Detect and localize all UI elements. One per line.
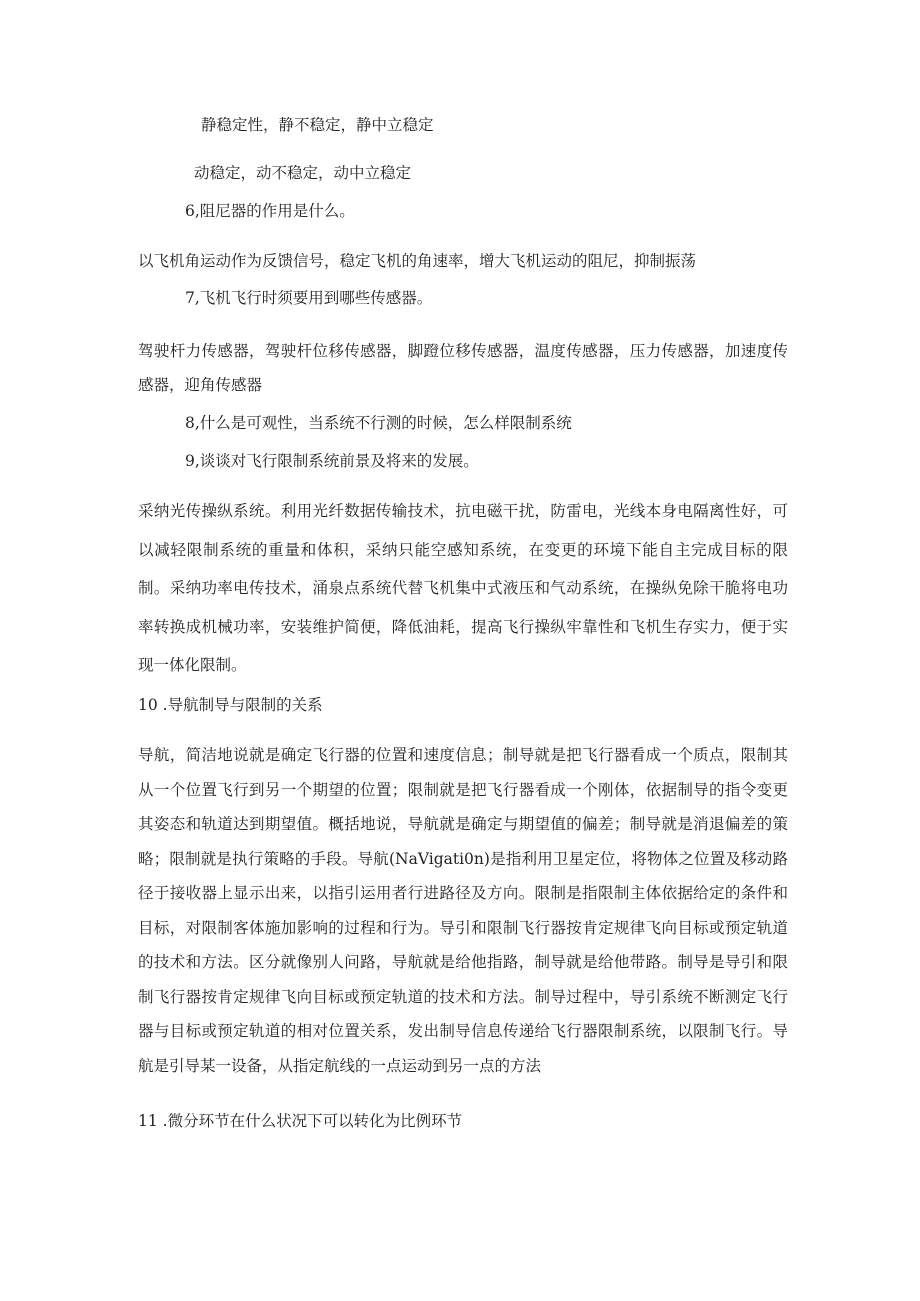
answer-7: 驾驶杆力传感器，驾驶杆位移传感器，脚蹬位移传感器，温度传感器，压力传感器，加速度传感器，迎角传感器	[138, 342, 788, 394]
question-10: 10 .导航制导与限制的关系	[138, 696, 323, 714]
answer-10: 导航，简洁地说就是确定飞行器的位置和速度信息；制导就是把飞行器看成一个质点，限制其从一个位置飞行到另一个期望的位置；限制就是把飞行器看成一个刚体，依据制导的指令变更其姿态和轨道达到期望值。概括地说，导航就是确定与期望值的偏差；制导就是消退偏差的策略；限制就是执行策略的手段。导航(NaVigati0n)是指利用卫星定位，将物体之位置及移动路径于接收器上显示出来，以指引运用者行进路径及方向。限制是指限制主体依据给定的条件和目标，对限制客体施加影响的过程和行为。导引和限制飞行器按肯定规律飞向目标或预定轨道的技术和方法。区分就像别人问路，导航就是给他指路，制导就是给他带路。制导是导引和限制飞行器按肯定规律飞向目标或预定轨道的技术和方法。制导过程中，导引系统不断测定飞行器与目标或预定轨道的相对位置关系，发出制导信息传递给飞行器限制系统，以限制飞行。导航是引导某一设备，从指定航线的一点运动到另一点的方法	[138, 746, 788, 1075]
question-9: 9,谈谈对飞行限制系统前景及将来的发展。	[185, 452, 479, 470]
question-7: 7,飞机飞行时须要用到哪些传感器。	[185, 289, 433, 307]
question-8: 8,什么是可观性，当系统不行测的时候，怎么样限制系统	[185, 414, 572, 432]
question-6: 6,阻尼器的作用是什么。	[185, 202, 355, 220]
answer-6: 以飞机角运动作为反馈信号，稳定飞机的角速率，增大飞机运动的阻尼，抑制振荡	[138, 252, 697, 270]
static-stability-line: 静稳定性，静不稳定，静中立稳定	[201, 116, 434, 134]
dynamic-stability-line: 动稳定，动不稳定，动中立稳定	[194, 164, 412, 182]
answer-9: 采纳光传操纵系统。利用光纤数据传输技术，抗电磁干扰，防雷电，光线本身电隔离性好，可以减轻限制系统的重量和体积，采纳只能空感知系统，在变更的环境下能自主完成目标的限制。采纳功率电传技术，涌泉点系统代替飞机集中式液压和气动系统，在操纵免除干脆将电功率转换成机械功率，安装维护简便，降低油耗，提高飞行操纵牢靠性和飞机生存实力，便于实现一体化限制。	[138, 502, 788, 674]
question-11: 11 .微分环节在什么状况下可以转化为比例环节	[138, 1112, 463, 1130]
